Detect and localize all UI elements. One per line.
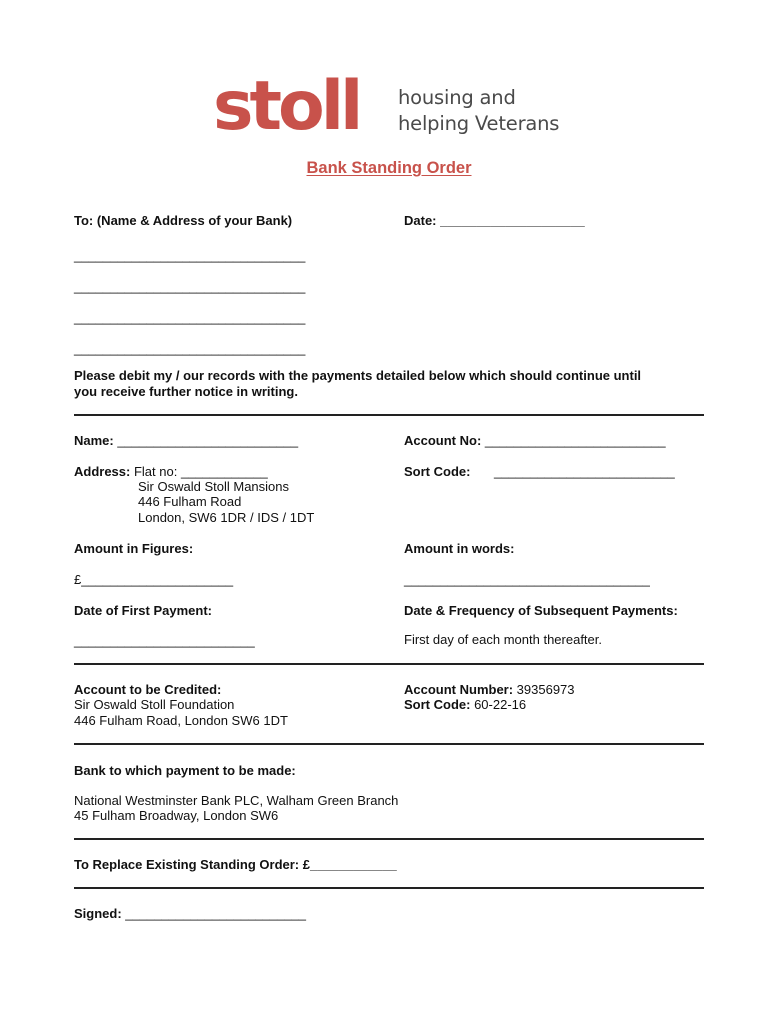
sort-code-2-label: Sort Code: — [404, 697, 471, 712]
bank-to-line-2: 45 Fulham Broadway, London SW6 — [74, 808, 279, 823]
divider — [74, 414, 704, 416]
bank-address-line-4[interactable]: ________________________________ — [74, 341, 306, 356]
name-blank[interactable]: _________________________ — [113, 433, 299, 448]
to-bank-label: To: (Name & Address of your Bank) — [74, 213, 293, 228]
account-no-blank[interactable]: _________________________ — [481, 433, 666, 448]
address-line-3: 446 Fulham Road — [138, 494, 242, 509]
sort-code-label: Sort Code: — [404, 464, 471, 479]
divider — [74, 743, 704, 745]
stoll-logo — [213, 72, 573, 138]
bank-address-line-2[interactable]: ________________________________ — [74, 279, 306, 294]
bank-address-line-1[interactable]: ________________________________ — [74, 248, 306, 263]
credited-line-1: Sir Oswald Stoll Foundation — [74, 697, 235, 712]
sort-code-blank[interactable]: _________________________ — [494, 464, 675, 479]
bank-to-line-1: National Westminster Bank PLC, Walham Green Branch — [74, 793, 399, 808]
account-number-row — [404, 682, 575, 698]
instruction-line-2: you receive further notice in writing. — [74, 384, 298, 399]
form-title: Bank Standing Order — [306, 159, 472, 177]
signed-field[interactable] — [74, 906, 306, 922]
name-label: Name: — [74, 433, 114, 448]
account-no-field[interactable] — [404, 433, 666, 449]
amount-figures-label: Amount in Figures: — [74, 541, 194, 556]
sort-code-2-value: 60-22-16 — [470, 697, 527, 712]
account-no-label: Account No: — [404, 433, 482, 448]
subsequent-payments-label: Date & Frequency of Subsequent Payments: — [404, 603, 678, 618]
first-payment-blank[interactable]: _________________________ — [74, 633, 255, 648]
replace-standing-order-field[interactable]: To Replace Existing Standing Order: £____________ — [74, 857, 397, 872]
divider — [74, 838, 704, 840]
bank-address-line-3[interactable]: ________________________________ — [74, 310, 306, 325]
stoll-wordmark — [213, 72, 393, 138]
amount-words-label: Amount in words: — [404, 541, 515, 556]
instruction-line-1: Please debit my / our records with the payments detailed below which should continue until — [74, 368, 642, 383]
account-number-value: 39356973 — [513, 682, 575, 697]
divider — [74, 887, 704, 889]
address-line-4: London, SW6 1DR / IDS / 1DT — [138, 510, 315, 525]
amount-words-blank[interactable]: __________________________________ — [404, 572, 650, 587]
subsequent-payments-value: First day of each month thereafter. — [404, 632, 602, 647]
logo-tagline-line1: housing and — [398, 86, 516, 109]
address-field[interactable] — [74, 464, 268, 480]
signed-label: Signed: — [74, 906, 122, 921]
credited-label: Account to be Credited: — [74, 682, 222, 697]
sort-code-row — [404, 697, 526, 713]
address-flat-blank[interactable]: Flat no: ____________ — [130, 464, 268, 479]
bank-to-label: Bank to which payment to be made: — [74, 763, 296, 778]
address-line-2: Sir Oswald Stoll Mansions — [138, 479, 289, 494]
name-field[interactable] — [74, 433, 298, 449]
amount-figures-blank[interactable]: £_____________________ — [74, 572, 234, 587]
signed-blank[interactable]: _________________________ — [121, 906, 307, 921]
address-label: Address: — [74, 464, 131, 479]
logo-tagline-line2: helping Veterans — [398, 112, 560, 135]
date-field[interactable]: Date: ____________________ — [404, 213, 585, 228]
account-number-label: Account Number: — [404, 682, 514, 697]
logo-word: stoll — [213, 72, 360, 138]
credited-line-2: 446 Fulham Road, London SW6 1DT — [74, 713, 288, 728]
divider — [74, 663, 704, 665]
first-payment-label: Date of First Payment: — [74, 603, 212, 618]
